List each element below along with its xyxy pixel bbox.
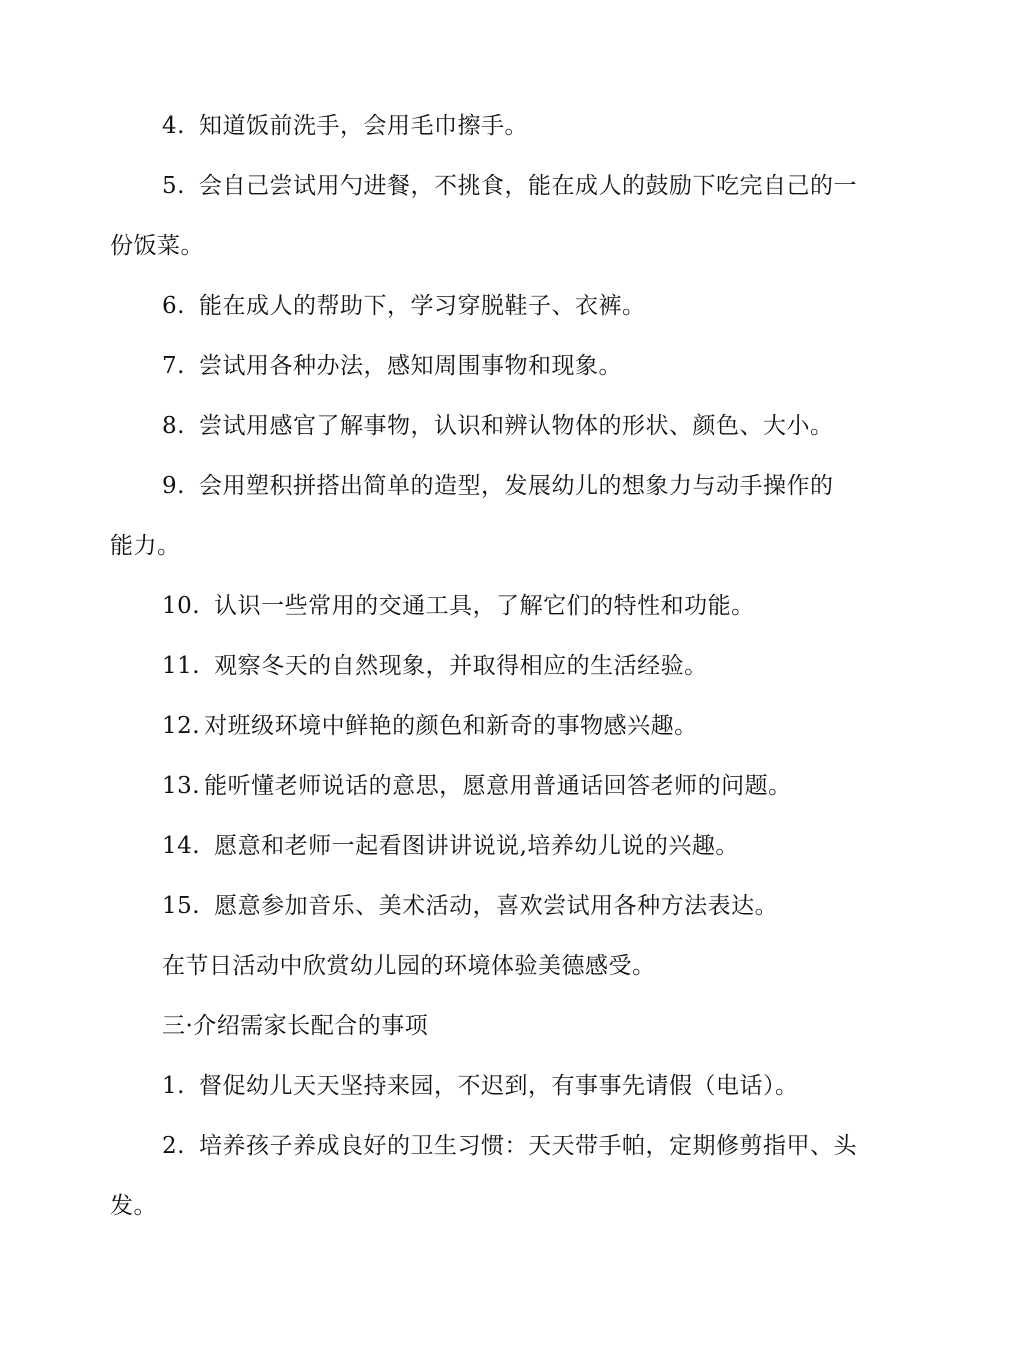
item-number: 14. <box>162 833 201 859</box>
list-item <box>162 771 962 801</box>
item-number: 8. <box>162 413 185 439</box>
item-text: 愿意和老师一起看图讲讲说说,培养幼儿说的兴趣。 <box>214 833 739 859</box>
item-text: 尝试用各种办法，感知周围事物和现象。 <box>198 353 622 379</box>
list-item <box>162 651 962 681</box>
list-item <box>162 831 962 861</box>
item-number: 12. <box>162 713 201 739</box>
item-number: 15. <box>162 893 201 919</box>
list-item-continuation: 份饭菜。 <box>110 233 204 259</box>
item-number: 11. <box>162 653 201 679</box>
list-item <box>162 111 962 141</box>
list-item-continuation: 发。 <box>110 1193 157 1219</box>
item-text: 观察冬天的自然现象，并取得相应的生活经验。 <box>214 653 708 679</box>
item-number: 7. <box>162 353 185 379</box>
list-item <box>162 891 962 921</box>
item-text: 认识一些常用的交通工具，了解它们的特性和功能。 <box>214 593 755 619</box>
item-text: 愿意参加音乐、美术活动，喜欢尝试用各种方法表达。 <box>214 893 779 919</box>
item-number: 10. <box>162 593 201 619</box>
list-item <box>162 1131 962 1161</box>
item-text: 会用塑积拼搭出简单的造型，发展幼儿的想象力与动手操作的 <box>198 473 834 499</box>
item-number: 5. <box>162 173 185 199</box>
item-text: 培养孩子养成良好的卫生习惯：天天带手帕，定期修剪指甲、头 <box>198 1133 857 1159</box>
item-text: 能在成人的帮助下，学习穿脱鞋子、衣裤。 <box>198 293 646 319</box>
item-text: 督促幼儿天天坚持来园，不迟到，有事事先请假（电话）。 <box>198 1073 799 1099</box>
item-text: 会自己尝试用勺进餐，不挑食，能在成人的鼓励下吃完自己的一 <box>198 173 857 199</box>
list-item <box>162 351 962 381</box>
item-number: 4. <box>162 113 185 139</box>
item-number: 1. <box>162 1073 185 1099</box>
item-number: 9. <box>162 473 185 499</box>
item-number: 6. <box>162 293 185 319</box>
list-item-continuation: 能力。 <box>110 533 181 559</box>
item-text: 知道饭前洗手，会用毛巾擦手。 <box>198 113 528 139</box>
item-text: 尝试用感官了解事物，认识和辨认物体的形状、颜色、大小。 <box>198 413 834 439</box>
item-number: 13. <box>162 773 201 799</box>
list-item <box>162 411 962 441</box>
list-item <box>162 1071 962 1101</box>
item-text: 能听懂老师说话的意思，愿意用普通话回答老师的问题。 <box>204 773 792 799</box>
item-number: 2. <box>162 1133 185 1159</box>
extra-line: 在节日活动中欣赏幼儿园的环境体验美德感受。 <box>162 953 656 979</box>
list-item <box>162 171 962 201</box>
list-item <box>162 591 962 621</box>
list-item <box>162 711 962 741</box>
section-heading: 三·介绍需家长配合的事项 <box>162 1013 429 1039</box>
item-text: 对班级环境中鲜艳的颜色和新奇的事物感兴趣。 <box>204 713 698 739</box>
list-item <box>162 291 962 321</box>
list-item <box>162 471 962 501</box>
